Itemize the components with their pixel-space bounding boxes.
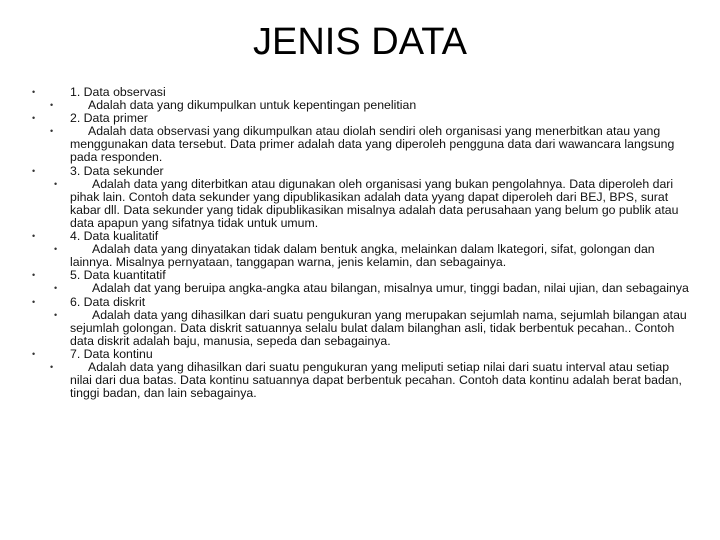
- list-item-definition: • Adalah data yang diterbitkan atau digunakan oleh organisasi yang bukan pengolahnya. Data diperoleh dari pihak lain. Contoh data sekunder yang dipublikasikan adalah data yyang dapat diperoleh dari BEJ, BPS, surat kabar dll. Data sekunder yang tidak dipublikasikan misalnya adalah data perusahaan yang belum go publik atau data apapun yang sifatnya tidak untuk umum.: [32, 178, 692, 230]
- list-item-heading: • 4. Data kualitatif: [32, 230, 692, 243]
- list-item-heading: • 2. Data primer: [32, 112, 692, 125]
- slide-title: JENIS DATA: [253, 21, 467, 63]
- list-item-definition: • Adalah data yang dinyatakan tidak dalam bentuk angka, melainkan dalam lkategori, sifat, golongan dan lainnya. Misalnya pernyataan, tanggapan warna, jenis kelamin, dan sebagainya.: [32, 243, 692, 269]
- list-item-definition: • Adalah data yang dikumpulkan untuk kepentingan penelitian: [32, 99, 692, 112]
- list-item-definition: • Adalah data observasi yang dikumpulkan atau diolah sendiri oleh organisasi yang menerbitkan atau yang menggunakan data tersebut. Data primer adalah data yang diperoleh pengguna data dari wawancara langsung pada responden.: [32, 125, 692, 164]
- list-item-heading: • 1. Data observasi: [32, 86, 692, 99]
- list-item-heading: • 7. Data kontinu: [32, 348, 692, 361]
- list-item-heading: • 6. Data diskrit: [32, 296, 692, 309]
- list-item-heading: • 5. Data kuantitatif: [32, 269, 692, 282]
- list-item-definition: • Adalah data yang dihasilkan dari suatu pengukuran yang merupakan sejumlah nama, sejumlah bilangan atau sejumlah golongan. Data diskrit satuannya selalu bulat dalam bilanghan asli, tidak berbentuk pecahan.. Contoh data diskrit adalah baju, manusia, sepeda dan sebagainya.: [32, 309, 692, 348]
- list-item-definition: • Adalah data yang dihasilkan dari suatu pengukuran yang meliputi setiap nilai dari suatu interval atau setiap nilai dari dua batas. Data kontinu satuannya dapat berbentuk pecahan. Contoh data kontinu adalah berat badan, tinggi badan, dan lain sebagainya.: [32, 361, 692, 400]
- list-item-heading: • 3. Data sekunder: [32, 165, 692, 178]
- bullet-list: [32, 86, 692, 400]
- list-item-definition: • Adalah dat yang beruipa angka-angka atau bilangan, misalnya umur, tinggi badan, nilai ujian, dan sebagainya: [32, 282, 692, 295]
